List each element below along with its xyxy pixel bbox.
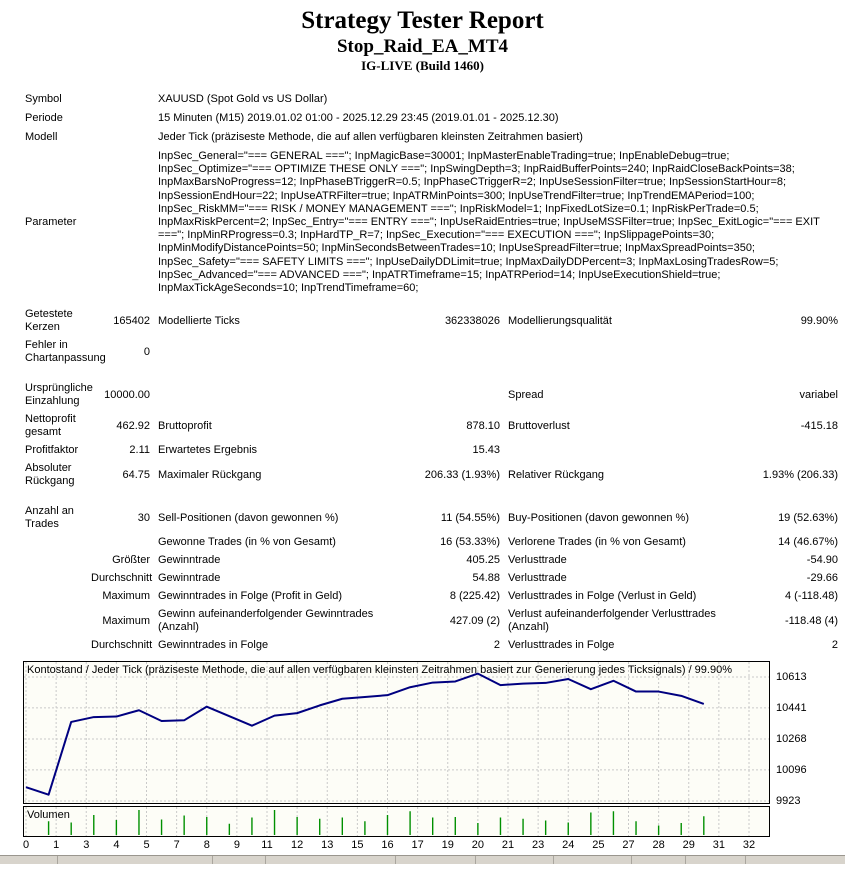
parameter-line: InpMaxBarsNoProgress=12; InpPhaseBTriggerR=0.5; InpPhaseCTriggerR=2; InpUseSessionFilter=true; InpSessionStartHour=8; (158, 176, 787, 189)
stat-value: 16 (53.33%) (440, 536, 500, 549)
parameter-line: InpMaxRiskPercent=2; InpSec_Entry="=== ENTRY ==="; InpUseRaidEntries=true; InpUseMSSFilter=true; InpSec_ExitLogic="=== EXIT (158, 216, 820, 229)
info-value: XAUUSD (Spot Gold vs US Dollar) (158, 93, 328, 105)
x-axis-tick-label: 25 (592, 839, 605, 852)
stat-label (500, 337, 735, 368)
parameter-row (25, 147, 838, 298)
y-axis-tick-label: 10268 (776, 733, 807, 746)
stat-value (91, 534, 150, 552)
stat-value: 10000.00 (104, 388, 150, 401)
page-title: Strategy Tester Report (301, 7, 544, 34)
parameter-line: InpSec_RiskMM="=== RISK / MONEY MANAGEMENT ==="; InpRiskModel=1; InpFixedLotSize=0.1; InpRiskPerTrade=0.5; (158, 202, 759, 215)
stat-value: Durchschnitt (91, 639, 153, 652)
stat-label: Buy-Positionen (davon gewonnen %) (508, 511, 690, 524)
stat-value: 14 (46.67%) (778, 536, 838, 549)
stat-value: 11 (54.55%) (440, 511, 500, 524)
info-table (25, 90, 838, 298)
stat-label: Gewinntrades in Folge (158, 639, 269, 652)
stat-label: Ursprüngliche Einzahlung (25, 382, 93, 408)
x-axis-tick-label: 13 (321, 839, 334, 852)
terminal-build: IG-LIVE (Build 1460) (361, 58, 484, 73)
stat-row (25, 588, 838, 606)
stat-value: 0 (143, 345, 150, 358)
stat-label: Profitfaktor (25, 444, 79, 457)
stat-label (25, 570, 91, 588)
stat-label (25, 588, 91, 606)
stat-row (25, 637, 838, 655)
stat-value: 462.92 (116, 419, 150, 432)
stat-value: 878.10 (466, 419, 500, 432)
stat-value: -29.66 (806, 572, 838, 585)
ea-name: Stop_Raid_EA_MT4 (336, 36, 509, 57)
stat-value: 4 (-118.48) (785, 590, 838, 603)
stat-value: Maximum (102, 590, 150, 603)
x-axis-tick-label: 5 (143, 839, 150, 852)
stat-value: 15.43 (472, 444, 500, 457)
stat-row (25, 442, 838, 460)
stat-label: Bruttoverlust (508, 419, 570, 432)
stat-value: 1.93% (206.33) (762, 468, 838, 481)
stat-row (25, 552, 838, 570)
stat-label (25, 534, 91, 552)
parameter-line: InpSec_Safety="=== SAFETY LIMITS ==="; InpUseDailyDDLimit=true; InpMaxDailyDDPercent=3; InpMaxLosingTradesRow=5; (158, 255, 779, 268)
stat-value: 99.90% (800, 314, 838, 327)
stat-value: -415.18 (800, 419, 838, 432)
info-label: Modell (25, 131, 58, 143)
x-axis-tick-label: 3 (83, 839, 90, 852)
parameter-line: InpSec_Advanced="=== ADVANCED ==="; InpATRTimeframe=15; InpATRPeriod=14; InpUseExecutionShield=true; (158, 268, 721, 281)
x-axis-tick-label: 1 (53, 839, 60, 852)
stat-row (25, 534, 838, 552)
info-label: Symbol (25, 93, 62, 105)
stat-label (25, 552, 91, 570)
x-axis-tick-label: 0 (22, 839, 30, 852)
stat-label: Verlusttrade (508, 572, 567, 585)
info-value: Jeder Tick (präziseste Methode, die auf allen verfügbaren kleinsten Zeitrahmen basiert) (158, 131, 583, 143)
volume-label: Volumen (27, 809, 70, 822)
balance-chart (0, 661, 845, 863)
stat-value: 362338026 (444, 314, 500, 327)
x-axis-tick-label: 17 (411, 839, 424, 852)
balance-line-pane (23, 661, 770, 804)
parameter-value (158, 147, 838, 298)
stat-label: Anzahl an Trades (25, 505, 74, 531)
stat-row (25, 503, 838, 534)
stat-label: Sell-Positionen (davon gewonnen %) (158, 511, 339, 524)
x-axis-tick-label: 29 (682, 839, 695, 852)
stat-value: 206.33 (1.93%) (424, 468, 500, 481)
stat-row (25, 306, 838, 337)
x-axis-tick-label: 27 (622, 839, 635, 852)
stat-value: 19 (52.63%) (778, 511, 838, 524)
stat-row (25, 570, 838, 588)
stat-value: 405.25 (466, 554, 500, 567)
chart-title: Kontostand / Jeder Tick (präziseste Methode, die auf allen verfügbaren kleinsten Zeitrahmen basiert zur Generierung jedes Ticksignals) / 99.90% (27, 664, 732, 677)
stat-value: Größter (112, 554, 150, 567)
parameter-line: InpMinModifyDistancePoints=50; InpMinSecondsBetweenTrades=10; InpUseSpreadFilter=true; InpMaxSpreadPoints=350; (158, 242, 755, 255)
stat-label: Verlusttrades in Folge (508, 639, 615, 652)
stat-row (25, 380, 838, 411)
report-header (0, 0, 845, 73)
stat-label: Fehler in Chartanpassung (25, 339, 106, 365)
x-axis-tick-label: 15 (351, 839, 364, 852)
stat-label: Modellierungsqualität (508, 314, 612, 327)
x-axis-tick-label: 32 (742, 839, 756, 852)
stat-value: variabel (799, 388, 838, 401)
stat-label (25, 637, 91, 655)
x-axis-tick-label: 31 (712, 839, 725, 852)
x-axis-tick-label: 24 (562, 839, 575, 852)
stat-value: Maximum (102, 614, 150, 627)
parameter-line: InpMaxTickAgeSeconds=10; InpTrendTimeframe=60; (158, 282, 419, 295)
stat-row (25, 411, 838, 442)
stat-label: Gewinntrades in Folge (Profit in Geld) (158, 590, 343, 603)
stat-value: 64.75 (122, 468, 150, 481)
x-axis-tick-label: 7 (173, 839, 180, 852)
volume-pane (23, 806, 770, 837)
stat-value: 8 (225.42) (449, 590, 500, 603)
x-axis-tick-label: 16 (381, 839, 394, 852)
stat-label: Gewinntrade (158, 554, 221, 567)
stat-label: Relativer Rückgang (508, 468, 604, 481)
stat-label (500, 442, 735, 460)
stat-label: Modellierte Ticks (158, 314, 240, 327)
info-value: 15 Minuten (M15) 2019.01.02 01:00 - 2025.12.29 23:45 (2019.01.01 - 2025.12.30) (158, 112, 559, 124)
stat-label: Verlusttrade (508, 554, 567, 567)
stats-table (25, 306, 838, 655)
y-axis-tick-label: 10096 (776, 764, 807, 777)
y-axis-tick-label: 10441 (776, 702, 807, 715)
stat-value: -54.90 (806, 554, 838, 567)
stat-label: Erwartetes Ergebnis (158, 444, 258, 457)
parameter-line: InpSec_Optimize="=== OPTIMIZE THESE ONLY ==="; InpSwingDepth=3; InpRaidBufferPoints=240; InpRaidCloseBackPoints=38; (158, 163, 795, 176)
x-axis-tick-label: 4 (113, 839, 120, 852)
x-axis-tick-label: 20 (471, 839, 484, 852)
stat-value: 2 (493, 639, 500, 652)
stat-label: Verlorene Trades (in % von Gesamt) (508, 536, 686, 549)
x-axis-tick-label: 19 (441, 839, 454, 852)
stat-value: 2 (831, 639, 838, 652)
info-row (25, 128, 838, 147)
parameter-label: Parameter (25, 216, 77, 229)
stat-label: Verlusttrades in Folge (Verlust in Geld) (508, 590, 697, 603)
x-axis-tick-label: 28 (652, 839, 665, 852)
info-label: Periode (25, 112, 63, 124)
stat-label: Gewonne Trades (in % von Gesamt) (158, 536, 336, 549)
y-axis-tick-label: 9923 (776, 795, 801, 808)
stat-row (25, 606, 838, 637)
x-axis-tick-label: 12 (291, 839, 304, 852)
stat-value: 427.09 (2) (449, 614, 500, 627)
stat-label: Gewinntrade (158, 572, 221, 585)
parameter-line: InpSessionEndHour=22; InpUseATRFilter=true; InpATRMinPoints=300; InpUseTrendFilter=true; InpTrendEMAPeriod=100; (158, 189, 755, 202)
stat-label (150, 380, 394, 411)
stat-label (25, 606, 91, 637)
stat-value: 2.11 (129, 444, 150, 457)
trade-table-header-sliver (0, 855, 845, 864)
stat-label: Spread (508, 388, 544, 401)
stat-label: Getestete Kerzen (25, 308, 73, 334)
x-axis-tick-label: 11 (261, 839, 273, 852)
stat-label: Gewinn aufeinanderfolgender Gewinntrades (Anzahl) (158, 608, 374, 634)
y-axis-tick-label: 10613 (776, 671, 807, 684)
stat-value (735, 337, 838, 368)
stat-value (394, 380, 500, 411)
x-axis-tick-label: 9 (233, 839, 240, 852)
stat-value: 165402 (113, 314, 150, 327)
stat-value: -118.48 (4) (785, 614, 838, 627)
stat-row (25, 460, 838, 491)
stat-value (394, 337, 500, 368)
x-axis-tick-label: 23 (532, 839, 545, 852)
stat-label (150, 337, 394, 368)
parameter-line: InpSec_General="=== GENERAL ==="; InpMagicBase=30001; InpMasterEnableTrading=true; InpEnableDebug=true; (158, 150, 730, 162)
stat-value: Durchschnitt (91, 572, 153, 585)
stat-label: Verlust aufeinanderfolgender Verlusttrades (Anzahl) (508, 608, 716, 634)
stat-value: 30 (137, 511, 150, 524)
stat-label: Maximaler Rückgang (158, 468, 262, 481)
info-row (25, 90, 838, 109)
stat-label: Bruttoprofit (158, 419, 212, 432)
x-axis-tick-label: 8 (203, 839, 210, 852)
info-row (25, 109, 838, 128)
parameter-line: ==="; InpMinRProgress=0.3; InpHardTP_R=7; InpSec_Execution="=== EXECUTION ==="; InpSlippagePoints=30; (158, 229, 715, 242)
stat-value (735, 442, 838, 460)
stat-value: 54.88 (472, 572, 500, 585)
stat-label: Nettoprofit gesamt (25, 413, 76, 439)
x-axis-tick-label: 21 (501, 839, 515, 852)
stat-row (25, 337, 838, 368)
stat-label: Absoluter Rückgang (25, 462, 75, 488)
